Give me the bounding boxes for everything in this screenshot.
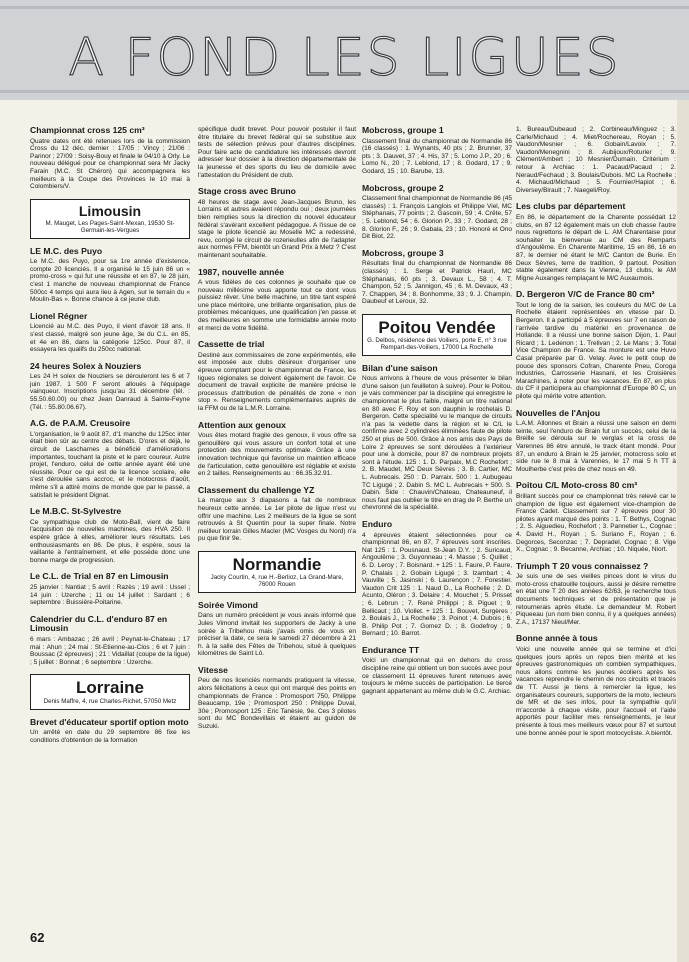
article-body: spécifique dudit brevet. Pour pouvoir postuler il faut être titulaire du brevet fédéral qui se substitue aux tests de sélection prévus pour d'autres disciplines. Pour faire acte de candidature les intéressés devront adresser leur dossier à la direction départementale de la jeunesse et des sports du lieu de domicile avec l'attestation du Président de club.	[198, 126, 356, 179]
article	[30, 507, 190, 564]
article-body: L'organisation, le 9 août 87, d'1 manche du 125cc inter était bien sûr au centre des débats. D'ores et déjà, le circuit de Lascharnes a bénéficié d'améliorations importantes, touchant la piste et le parc coureur. Autre projet, l'enduro, celui de cette année ayant été une réussite. Pour ce qui est de la licence scolaire, elle s'est déroulée sans accroc, et le motocross d'août, même s'il a attiré moins de monde que par le passé, a satisfait le président Dignat.	[30, 430, 190, 499]
article	[198, 268, 356, 333]
region-name: Poitou Vendée	[378, 317, 496, 337]
article	[516, 481, 676, 553]
region-name: Normandie	[232, 554, 322, 574]
article	[362, 126, 512, 176]
region-contact: Denis Maffre, 4, rue Charles-Richet, 57050 Metz	[43, 698, 177, 706]
article-title: Vitesse	[198, 664, 228, 675]
article-body: Voici une nouvelle année qui se termine et d'ici quelques jours après un repos bien mérité et les épreuves gastronomiques oh combien sympathiques, nous allons comme les jeunes écoliers après les vacances reprendre le chemin de nos circuits et tracés de TT. Aussi je tiens à remercier la ligue, les organisateurs coureurs, supporters de la moto, lecteurs de MR et de ses infos, pour la sympathie qu'il m'accorde à chaque visite, pour l'accueil et l'aide apportés pour faciliter mes renseignements, je leur présente à tous mes meilleurs vœux pour 87 et surtout une bonne année pour le sport motocycliste. A bientôt.	[516, 646, 676, 737]
article-title: Soirée Vimond	[198, 599, 259, 610]
article-title: Bonne année à tous	[516, 633, 598, 644]
article-title: Poitou C/L Moto-cross 80 cm³	[516, 480, 638, 491]
article	[198, 486, 356, 543]
article-title: Mobcross, groupe 2	[362, 182, 444, 193]
article-body: Destiné aux commissaires de zone expérimentés, elle est imposée aux clubs désireux d'organiser une épreuve comptant pour le championnat de France, les ligues régionales se doivent également de l'avoir. Ce document de travail explicite de manière précise le processus d'attribution de pénalités de zone « non stop ». Renseignements complémentaires auprès de la FFM ou de la L.M.R. Lorraine.	[198, 351, 356, 412]
article	[30, 572, 190, 606]
article	[30, 247, 190, 304]
region-address-box	[198, 551, 356, 593]
article	[516, 409, 676, 474]
article-body: Brillant succès pour ce championnat très relevé car le champion de ligue est également vice-champion de France Cadet. Classement sur 7 épreuves pour 30 pilotes ayant marqué des points : 1. T. Bethys, Cognac ; 2. S. Aiguedieu, Rochefort ; 3. Pannetier L., Cognac ; 4. David H., Royan ; 5. Suriano F., Royan ; 6. Degorces, Seconzac ; 7. Depradel, Cognac ; 8. Vige X., Cognac ; 9. Becanne, Archiac ; 10. Niquée, Niort.	[516, 492, 676, 554]
article-title: Championnat cross 125 cm³	[30, 125, 145, 135]
article-title: 1987, nouvelle année	[198, 266, 284, 277]
article-body: Je suis une de ses vieilles pinces dont le virus du moto-cross chatouille toujours, aussi je désire remettre en état une T 20 des années 62/63, je recherche tous documents techniques et de présentation que je retournerais après étude. Le demandeur M. Robert Piqueeau (un nom bien connu, il y a quelques années) Z.A., 17137 Nieul/Mer.	[516, 573, 676, 626]
article	[198, 126, 356, 179]
article-title: Stage cross avec Bruno	[198, 186, 296, 197]
article-title: Les clubs par département	[516, 201, 626, 212]
article-title: Endurance TT	[362, 644, 420, 655]
article	[30, 718, 190, 745]
article-body: Les 24 H solex de Nouziers se dérouleront les 6 et 7 juin 1987. 1 500 F seront alloués à l'équipage vainqueur. Inscriptions jusqu'au 31 décembre (tél. : 55.50.60.00) ou chez Jean Danraud à Sainte-Feyne (Tél. : 55.80.06.67).	[30, 373, 190, 411]
article-body: Licencié au M.C. des Puyo, il vient d'avoir 18 ans. Il s'est classé, malgré son jeune âge, 3e du C.L. en 85, et 4e en 86, dans la catégorie 125cc. Pour 87, il essayera les qualifs du 250cc national.	[30, 323, 190, 354]
article-title: Mobcross, groupe 3	[362, 247, 444, 258]
article-body: En 86, le département de la Charente possédait 12 clubs, en 87 12 également mais un club chasse l'autre nous regrettons le départ de L. AM Charentaise pour souhaiter la bienvenue au CM des Remparts d'Angoulême. En Charente Maritime, 15 en 86, 16 en 87, le dernier né étant le M/C Canton de Burie. En Deux Sèvres, terre de tradition, 9 partout. Position stable également dans la Vienne, 13 clubs, le AM Migne Auxanges remplaçant le M/C Auxaumois.	[516, 213, 676, 282]
article-body: Résultats final du championnat de Normandie 86 (classés) : 1. Serge et Patrick Hauri, MC Stéphanais, 60 pts ; 3. Devaux L., 58 ; 4. T. Champon, 52 ; 5. Jannigon, 45 ; 6. M. Devaux, 43 ; 7. Chappen, 34 ; 8. Bonhomme, 33 ; 9. J. Champin, Daubeuf et Leroux, 32.	[362, 260, 512, 306]
article-body: Tout le long de la saison, les couleurs du M/C de La Rochelle étaient représentées en vitesse par D. Bergeron. Il a participé à 5 épreuves sur 7 en raison de l'arrivée tardive du matériel en provenance de Hollande. Il a réussi une bonne saison Dijon, 1. Paul Ricard ; 1. Ledenon ; 1. Trelivan ; 2. Le Mans ; 3. Total Vice Champion de France. Sa monture est une Huvo Casal préparée par G. Velay. Avec le petit coup de pouce des sponsors Cofran, Charente Pneu, Coroga Industries, Carrosserie Hasnani, et les Croisières Marachines, à noter pour les vacances. En 87, en plus du CF il participera au championnat d'Europe 80 C, un pilote qui mérite votre attention.	[516, 301, 676, 400]
article	[516, 202, 676, 282]
article	[30, 419, 190, 499]
article-title: Classement du challenge YZ	[198, 484, 315, 495]
article	[516, 126, 676, 194]
region-address-box	[30, 199, 190, 239]
article-body: A vous fidèles de ces colonnes je souhaite que ce nouveau millésime vous apporte tout ce dont vous puissiez rêver. Une belle machine, un titre tant espéré une place méritoire, une brillante organisation, plus de problèmes mécaniques, une qualification j'en passe et des meilleures en somme une formidable année moto et merci de votre fidélité.	[198, 279, 356, 332]
article	[198, 666, 356, 731]
region-contact: M. Mauget, Les Pages-Saint-Mexan, 19530 St-Germain-les-Vergues	[45, 219, 175, 235]
article	[198, 340, 356, 412]
region-contact: G. Delbos, résidence des Voiliers, porte E, n° 3 rue Rempart-des-Voiliers, 17000 La Rochelle	[367, 336, 507, 352]
article-title: Brevet d'éducateur sportif option moto	[30, 716, 189, 727]
article	[30, 126, 190, 191]
column-2	[198, 126, 356, 739]
region-contact: Jacky Courtin, 4, rue H.-Berlioz, La Grand-Mare, 76000 Rouen	[210, 573, 344, 589]
article-body: Dans un numéro précédent je vous avais informé que Jules Vimond invitait les supporters de Jacky à une soirée à Tribehou mais j'avais omis de vous en préciser la date, ce sera le samedi 27 décembre à 21 h. à la salle des Fêtes de Tribehou, situé à quelques kilomètres de Saint Lô.	[198, 612, 356, 658]
article-body: Voici un championnat qui en dehors du cross discipline reine qui obtient un bon succès avec pour ce classement 11 épreuves furent retenues avec toujours le même succès de participation. Le tiercé gagnant appartenant au même club le G.C. Archiac.	[362, 657, 512, 695]
article	[30, 615, 190, 667]
article	[516, 634, 676, 737]
article-body: Vous êtes motard fragile des genoux, il vous offre sa genouillère qui vous assure un confort total et une protection des mouvements optimale. Grâce à une innovation technique qui favorise un maintien efficace de l'articulation, cette genouillère est réglable et existe en 2 tailles. Renseignements au : 66.35.32.91.	[198, 432, 356, 478]
article-body: 6 mars : Ambazac ; 26 avril : Peynat-le-Chateau ; 17 mai : Ahun ; 24 mai : St-Etienne-au-Clos ; 6 et 7 juin : Boussac (2 épreuves) ; 21 : Vidaillat (coupe de la ligue) ; 5 juillet : Bonnat ; 6 septembre : Uzerche.	[30, 635, 190, 666]
article-title: Enduro	[362, 518, 393, 529]
article-body: 48 heures de stage avec Jean-Jacques Bruno, les Lorrains et autres avaient répondu oui ; deux journées bien remplies sous la direction du nouvel éducateur fédéral s'avérant excellent pédagogue. A l'issue de ce stage le pilote licencié au Moselle MC a redessiné, revu, corrigé le circuit de rozerieulles afin de l'adapter aux normes FFM, bientôt un Grand Prix à Metz ? C'est maintenant souhaitable.	[198, 198, 356, 259]
article	[362, 184, 512, 241]
article	[516, 562, 676, 627]
article	[516, 290, 676, 400]
page-number: 62	[30, 930, 45, 945]
column-3	[362, 126, 512, 703]
article	[362, 520, 512, 638]
article-body: Classement final championnat de Normandie 86 (45 classés) : 1. François Langlois et Philippe Viel, MC Stéphanais, 77 points ; 2. Gascoin, 59 ; 4. Crête, 57 ; 5. Leblond, 54 ; 6. Glorion P., 33 ; 7. Godard, 28 ; 8. Glorion F., 26 ; 9. Gabala, 23 ; 10. Honoré et Ono Dit Biot, 22.	[362, 195, 512, 241]
article-title: A.G. de P.A.M. Creusoire	[30, 418, 131, 429]
article	[30, 312, 190, 354]
article-title: Bilan d'une saison	[362, 362, 438, 373]
page-spine	[677, 100, 689, 962]
article-body: La marque aux 3 diapasons a fait de nombreux heureux cette année. Le 1er pilote de ligue n'est vu offrir une machine. Les 2 meilleurs de la ligue se sont retrouvés à St Quentin pour la super finale. Notre meilleur lorrain Gilles Macler (MC Vosges du Nord) n'a pu que finir 9e.	[198, 497, 356, 543]
article-body: 25 janvier : Nantiat ; 5 avril : Razès ; 19 avril : Ussel ; 14 juin : Uzerche ; 11 ou 14 juillet : Sardant ; 6 septembre : Buissière-Poitarine.	[30, 583, 190, 607]
region-address-box	[30, 674, 190, 709]
article-body: 1. Bureau/Dubeaud ; 2. Corbineau/Minguez ; 3. Carle/Michaud ; 4. Miet/Rochereau, Royan ; 5. Vaudon/Mesnier ; 6. Gobain/Lavoix ; 7. Vaudon/Menegnini ; 8. Aubijoux/Roturier ; 9. Clément/Ambert ; 10 Mesnier/Dumain. Critérium : retour à Archiac : 1. Pacaud/Pacaud ; 2. Neraud/Fechaud ; 3. Boulais/Dubois. MC La Rochelle ; 4. Michaud/Michaud ; 5. Fournier/Hapiot ; 6. Diversey/Birault ; 7. Naegeli/Roy.	[516, 126, 676, 194]
article	[362, 646, 512, 696]
article	[362, 364, 512, 512]
article-title: D. Bergeron V/C de France 80 cm³	[516, 289, 655, 300]
article-title: Le M.B.C. St-Sylvestre	[30, 506, 122, 517]
region-name: Lorraine	[75, 678, 145, 698]
article	[198, 421, 356, 478]
region-name: Limousin	[78, 202, 142, 219]
article-title: LE M.C. des Puyo	[30, 245, 103, 256]
article-body: Quatre dates ont été retenues lors de la commission Cross du 12 déc. dernier : 17/05 : Vincy ; 21/06 : Parinor ; 27/09 : Soisy-Bouy et finale le 04/10 à Orly. Le nouveau délégué pour ce championnat sera Mr Jacky Farain (M.C. St Chéron) qui accompagnera les meilleurs à la Coupe des Provinces le 10 mai à Colombiers/V.	[30, 137, 190, 191]
article-title: Calendrier du C.L. d'enduro 87 en Limousin	[30, 613, 168, 634]
article-title: Mobcross, groupe 1	[362, 125, 444, 135]
banner-stripe	[0, 6, 689, 9]
article-title: Triumph T 20 vous connaissez ?	[516, 560, 649, 571]
article-body: Le M.C. des Puyo, pour sa 1re année d'existence, compte 20 licenciés. Il a organisé le 15 juin 86 un « promo-cross » qui fut une réussite et en 87, le 28 juin, c'est 1 manche de nouveau championnat de France 500cc 4 temps qui aura lieu à Agen, sur le terrain du « Moulin-Bas ». Bonne chance à ce jeune club.	[30, 258, 190, 304]
article-title: 24 heures Solex à Nouziers	[30, 360, 142, 371]
article-body: 4 épreuves étaient sélectionnées pour ce championnat 86, en 87, 7 épreuves sont inscrites. Nat 125 : 1. Pousnaud. St-Jean D.Y. ; 2. Suricaud, Angoulême ; 3. Guyonneau ; 4. Masse ; 5. Quillet ; 6. D. Leroy ; 7. Boisnard. + 125 : 1. Faure, P. Faure, P. Chalais ; 2. Gobain Ligugé ; 3. Izambart ; 4. Vauville ; 5. Jasinski ; 6. Laurençon ; 7. Forestier. Vaudon Crit 125 : 1. Naud D., La Rochelle ; 2. D. Acunto, Oléron ; 3. Delaire ; 4. Mouchet ; 5. Prisset ; 6. Lebrun ; 7. René Philippi ; 8. Piguet ; 9. Bellicaut ; 10. Viollet. + 125 : 1. Bouvet, Surgères ; 2. Boulais J., La Rochelle ; 3. Poinot ; 4. Dubois ; 6. B. Philip Pot ; 7. Gomez D. ; 8. Godefroy ; 9. Bernard ; 10. Barrot.	[362, 531, 512, 638]
article-title: Cassette de trial	[198, 339, 265, 350]
banner-stripe	[0, 90, 689, 93]
article-title: Le C.L. de Trial en 87 en Limousin	[30, 571, 169, 582]
article-body: Ce sympathique club de Moto-Ball, vient de faire l'acquisition de nouvelles machines, des HVA 250. Il espère grâce à elles, améliorer leurs résultats. Les enthousiasmants en 86. De plus, il espère, sous la vaillante à l'entraînement, et elle possède donc une bonne marge de progression.	[30, 518, 190, 564]
article-title: Lionel Régner	[30, 310, 88, 321]
column-1	[30, 126, 190, 752]
article	[362, 249, 512, 306]
article-body: Nous arrivons à l'heure de vous présenter le bilan d'une saison (un feuilleton à suivre). Pour le Poitou, je vais commencer par la discipline qui enregistre le championnat le plus faible, malgré un titre national en 80 avec F. Roy et son dauphin le rochelais D. Bergeron. Cette spécialité vu le manque de circuits n'a pas la vedette dans la région et le C/L le confirme avec 2 cylindrées éliminées faute de pilote 250 et plus de 500. Grâce à nos amis des Pays de Loire 2 épreuves se sont déroulées à l'extérieur pour une à domicile, pour 87 de nombreux projets sont à l'étude. 125 : 1. D. Parpaix, M.C Rochefort ; 2. B. Maudet, MC Deux Sèvres ; 3. B. Cartier, MC L. Aubrecais. 250 : D. Parraix. 500 : 1. Aubugeau TC Ligugé ; 2. Dabin S. MC L. Aubrecais + 500. S. Dabin. Side : Chauvin/Chateau, Chateauneuf, il nous faut pas oublier le titre en drag de P. Berthe un chevronné de la spécialité.	[362, 375, 512, 512]
article-body: Un arrêté en date du 29 septembre 86 fixe les conditions d'obtention de la formation	[30, 729, 190, 744]
article-body: L.A.M. Allonnes et Brain a réussi une saison en demi teinte, seul l'enduro de Brain fut un succès, celui de la Breille se déroula sur le verglas et la cross de Varennes 86 étre annulé, le track étant mondé. Pour 87, un enduro à Brain le 25 janvier, motocross solo et side rue le 8 mai à Varennes, le 17 mai 5 h TT à Moulherbe c'est près de chez nous en 49.	[516, 420, 676, 473]
header-banner	[0, 0, 689, 100]
article-title: Nouvelles de l'Anjou	[516, 407, 601, 418]
article	[198, 601, 356, 658]
region-address-box	[362, 314, 512, 356]
article	[30, 362, 190, 412]
column-4	[516, 126, 676, 745]
article-body: Classement final du championnat de Normandie 86 (16 classés) : 1. Wynants, 40 pts ; 2. Brunner, 37 pts ; 3. Dauvet, 37 ; 4. His, 37 ; 5. Lomo J.P., 20 ; 6. Lomo N., 20 ; 7. Leblond, 17 ; 8. Godard, 17 ; 9. Godard, 15 ; 10. Barube, 13.	[362, 137, 512, 175]
article-title: Attention aux genoux	[198, 419, 286, 430]
article	[198, 187, 356, 259]
article-body: Peu de nos licenciés normands pratiquent la vitesse, alors félicitations à ceux qui ont marqué des points en championnats de France : Promosport 750, Philippe Beaucamp, 19e ; Promosport 250 : Philippe Duval, 30e ; Promosport 125 : Eric Tanèsie, 9e. Ces 3 pilotes sont du MC Bondevillais et étaient au guidon de Suzuki.	[198, 677, 356, 731]
page-title: A FOND LES LIGUES	[68, 28, 621, 88]
